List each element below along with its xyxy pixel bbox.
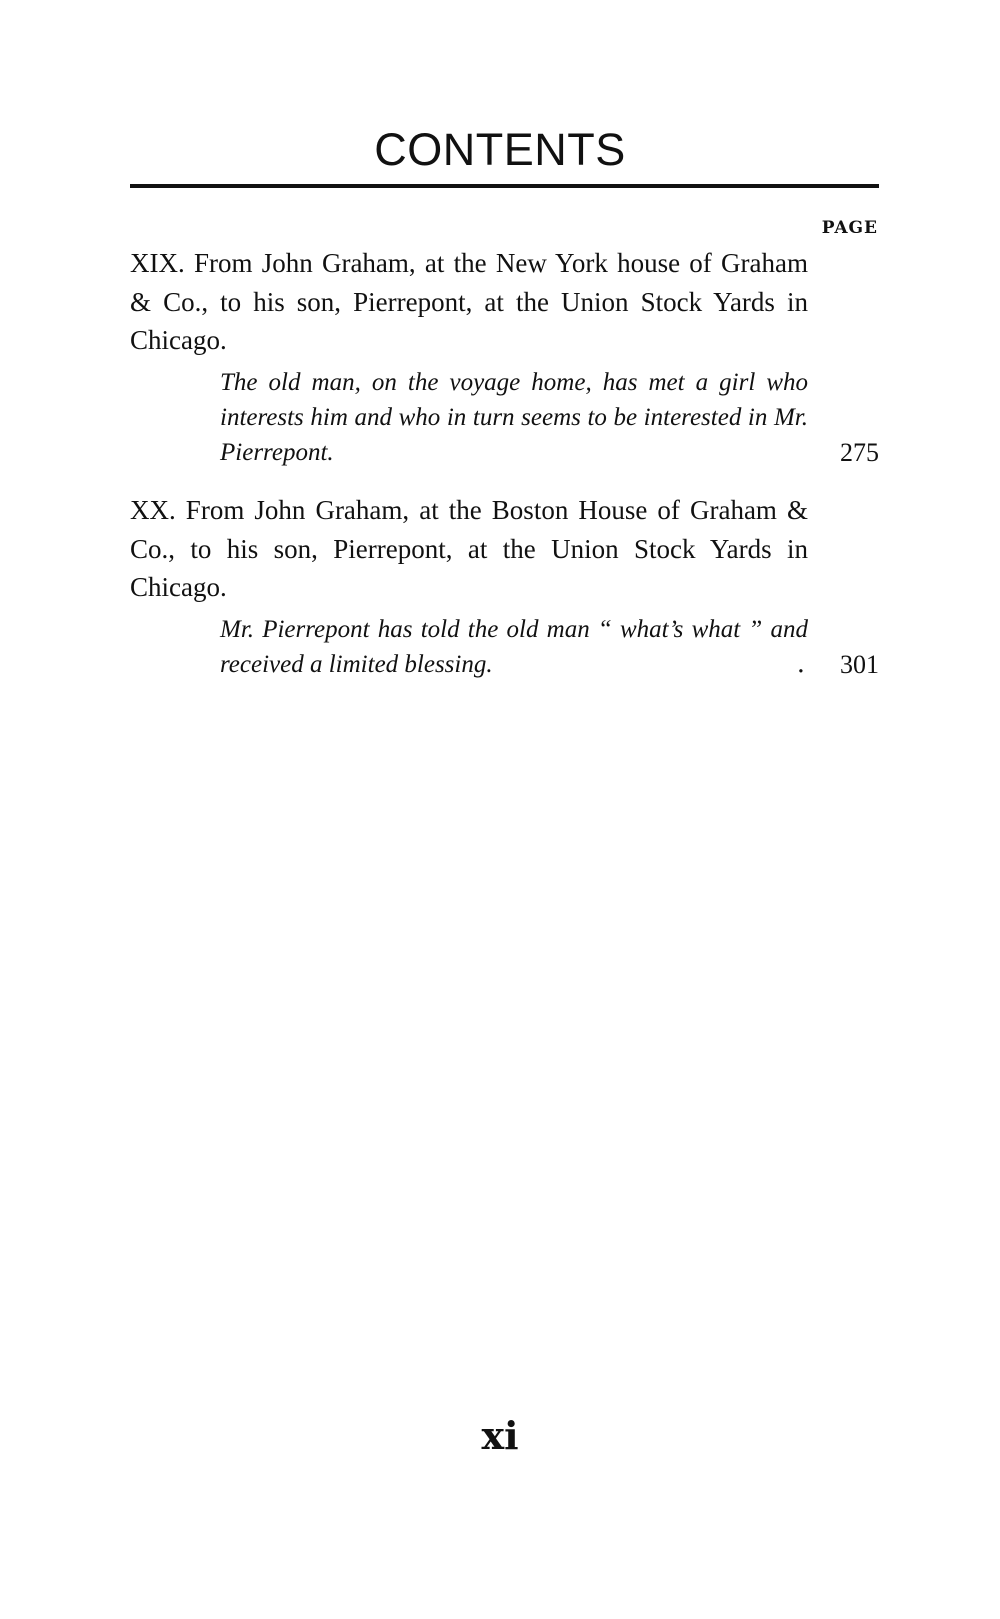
toc-entry-summary: The old man, on the voyage home, has met a girl who interests him and who in turn seems to be interested in Mr. Pierrepont. [220,368,808,466]
toc-entry-summary: Mr. Pierrepont has told the old man “ what’s what ” and received a limited blessing. [220,615,808,678]
page-folio: xi [481,1413,519,1458]
title-rule [130,184,879,188]
toc-entry [130,491,879,682]
toc-entry-text: XIX. From John Graham, at the New York house of Graham & Co., to his son, Pierrepont, at the Union Stock Yards in Chicago. [130,248,808,355]
toc-entry-text: XX. From John Graham, at the Boston House of Graham & Co., to his son, Pierrepont, at the Union Stock Yards in Chicago. [130,495,808,602]
toc-entry-leader-dot: . [796,648,805,679]
toc-entry [130,244,879,470]
toc-entry-page-number: 275 [840,437,879,467]
toc-entry-summary-row [130,365,879,470]
toc-entry-summary-row [130,612,879,682]
page-column-label: PAGE [821,218,878,238]
toc-entry-page-number: 301 [840,649,879,679]
page-title: CONTENTS [374,124,626,175]
